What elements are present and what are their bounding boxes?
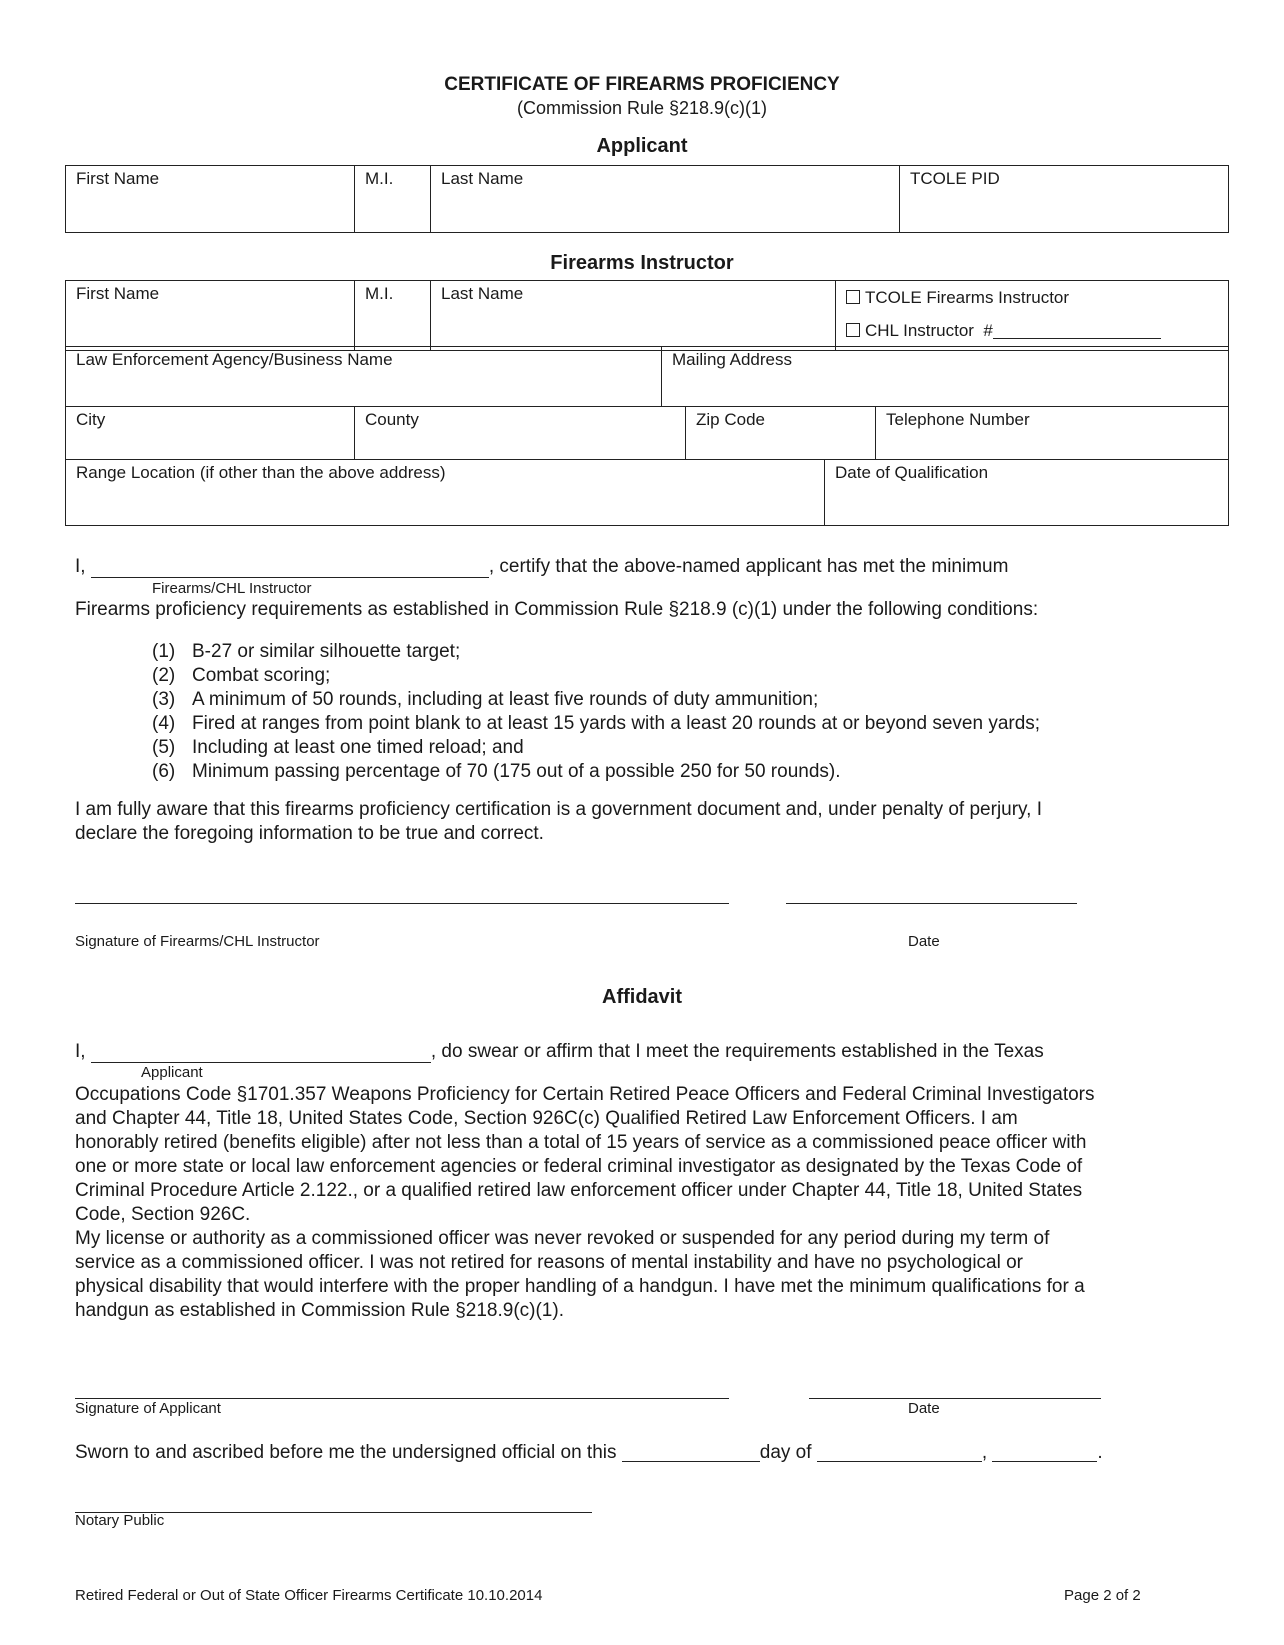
instructor-type-field — [836, 281, 1229, 351]
agency-field[interactable] — [66, 347, 662, 407]
chl-instructor-label: CHL Instructor — [865, 321, 974, 340]
label: Date of Qualification — [835, 463, 989, 482]
perjury-line: I am fully aware that this firearms proficiency certification is a government document and, under penalty of perjury, I — [75, 799, 1042, 820]
affidavit-text-line: and Chapter 44, Title 18, United States Code, Section 926C(c) Qualified Retired Law Enforcement Officers. I am — [75, 1108, 1018, 1129]
instructor-mi-field[interactable] — [355, 281, 431, 351]
affidavit-text-line: Criminal Procedure Article 2.122., or a qualified retired law enforcement officer under Chapter 44, Title 18, United States — [75, 1180, 1083, 1201]
label: Mailing Address — [672, 350, 793, 369]
instructor-range-table — [65, 459, 1229, 526]
condition-number: (1) — [152, 641, 176, 662]
cert-text: , certify that the above-named applicant has met the minimum — [488, 556, 1009, 577]
affidavit-text: , do swear or affirm that I meet the requirements established in the Texas — [430, 1041, 1044, 1062]
instructor-date-label: Date — [908, 933, 940, 950]
instructor-agency-table — [65, 346, 1229, 407]
applicant-blank-caption: Applicant — [141, 1064, 203, 1081]
document-title: CERTIFICATE OF FIREARMS PROFICIENCY — [444, 74, 840, 95]
instructor-last-name-field[interactable] — [431, 281, 836, 351]
affidavit-text-line: handgun as established in Commission Rule §218.9(c)(1). — [75, 1300, 564, 1321]
label: County — [365, 410, 419, 429]
range-location-field[interactable] — [66, 460, 825, 526]
sworn-statement — [75, 1441, 1103, 1465]
footer-form-name: Retired Federal or Out of State Officer Firearms Certificate 10.10.2014 — [75, 1587, 543, 1604]
label: Zip Code — [696, 410, 765, 429]
label: Range Location (if other than the above address) — [76, 463, 446, 482]
applicant-signature-line[interactable] — [75, 1398, 729, 1399]
chl-instructor-option[interactable] — [846, 314, 1218, 347]
applicant-date-line[interactable] — [809, 1398, 1101, 1399]
condition-text: Combat scoring; — [192, 665, 331, 686]
chl-number-prefix: # — [983, 321, 993, 340]
affidavit-line — [75, 1040, 1044, 1064]
checkbox[interactable] — [846, 323, 860, 337]
city-field[interactable] — [66, 407, 355, 460]
chl-number-blank[interactable] — [993, 322, 1161, 339]
applicant-mi-field[interactable] — [355, 166, 431, 233]
instructor-name-table — [65, 280, 1229, 351]
label: City — [76, 410, 106, 429]
tcole-instructor-option[interactable] — [846, 281, 1218, 314]
sworn-comma: , — [981, 1442, 988, 1463]
list-item — [152, 664, 1040, 688]
county-field[interactable] — [355, 407, 686, 460]
cert-lead: I, — [75, 556, 86, 577]
instructor-blank-caption: Firearms/CHL Instructor — [152, 580, 312, 597]
condition-text: B-27 or similar silhouette target; — [192, 641, 461, 662]
label: M.I. — [365, 169, 394, 188]
sworn-year-blank[interactable] — [992, 1443, 1097, 1462]
label: TCOLE PID — [910, 169, 1000, 188]
document-subtitle: (Commission Rule §218.9(c)(1) — [516, 98, 768, 118]
instructor-date-line[interactable] — [786, 903, 1077, 904]
zip-code-field[interactable] — [686, 407, 876, 460]
affidavit-text-line: honorably retired (benefits eligible) after not less than a total of 15 years of service as a commissioned peace officer with — [75, 1132, 1087, 1153]
affidavit-text-line: service as a commissioned officer. I was not retired for reasons of mental instability and have no psychological or — [75, 1252, 1024, 1273]
certification-line — [75, 555, 1008, 579]
sworn-month-blank[interactable] — [817, 1443, 982, 1462]
affidavit-text-line: Code, Section 926C. — [75, 1204, 251, 1225]
applicant-date-label: Date — [908, 1400, 940, 1417]
affidavit-text-line: one or more state or local law enforcement agencies or federal criminal investigator as designated by the Texas Code of — [75, 1156, 1083, 1177]
applicant-signature-label: Signature of Applicant — [75, 1400, 221, 1417]
affidavit-heading: Affidavit — [602, 986, 682, 1008]
applicant-table — [65, 165, 1229, 233]
instructor-name-blank[interactable] — [91, 557, 489, 578]
instructor-first-name-field[interactable] — [66, 281, 355, 351]
condition-number: (2) — [152, 665, 176, 686]
list-item — [152, 760, 1040, 784]
sworn-period: . — [1097, 1442, 1103, 1463]
checkbox[interactable] — [846, 290, 860, 304]
label: First Name — [76, 169, 160, 188]
label: Last Name — [441, 284, 524, 303]
label: Telephone Number — [886, 410, 1030, 429]
label: First Name — [76, 284, 160, 303]
instructor-heading: Firearms Instructor — [550, 252, 734, 274]
notary-label: Notary Public — [75, 1512, 165, 1529]
condition-number: (4) — [152, 713, 176, 734]
footer-page-number: Page 2 of 2 — [1064, 1587, 1141, 1604]
conditions-list — [152, 640, 1040, 784]
instructor-signature-line[interactable] — [75, 903, 729, 904]
affidavit-lead: I, — [75, 1041, 86, 1062]
label: Last Name — [441, 169, 524, 188]
list-item — [152, 736, 1040, 760]
instructor-location-table — [65, 406, 1229, 460]
condition-number: (3) — [152, 689, 176, 710]
tcole-instructor-label: TCOLE Firearms Instructor — [865, 288, 1070, 307]
affidavit-text-line: Occupations Code §1701.357 Weapons Proficiency for Certain Retired Peace Officers and Federal Criminal Investigators — [75, 1084, 1095, 1105]
condition-text: Minimum passing percentage of 70 (175 out of a possible 250 for 50 rounds). — [192, 761, 841, 782]
perjury-statement — [75, 798, 1042, 846]
list-item — [152, 688, 1040, 712]
list-item — [152, 640, 1040, 664]
affidavit-text-line: My license or authority as a commissioned officer was never revoked or suspended for any period during my term of — [75, 1228, 1050, 1249]
label: M.I. — [365, 284, 394, 303]
perjury-line: declare the foregoing information to be true and correct. — [75, 823, 544, 844]
condition-number: (6) — [152, 761, 176, 782]
list-item — [152, 712, 1040, 736]
telephone-field[interactable] — [876, 407, 1229, 460]
applicant-first-name-field[interactable] — [66, 166, 355, 233]
instructor-signature-label: Signature of Firearms/CHL Instructor — [75, 933, 320, 950]
sworn-day-blank[interactable] — [622, 1443, 760, 1462]
condition-text: Including at least one timed reload; and — [192, 737, 524, 758]
condition-number: (5) — [152, 737, 176, 758]
applicant-name-blank[interactable] — [91, 1042, 431, 1063]
condition-text: A minimum of 50 rounds, including at least five rounds of duty ammunition; — [192, 689, 819, 710]
affidavit-body — [75, 1083, 1095, 1323]
applicant-heading: Applicant — [596, 135, 688, 157]
sworn-text: Sworn to and ascribed before me the undersigned official on this — [75, 1442, 617, 1463]
applicant-last-name-field[interactable] — [431, 166, 900, 233]
label: Law Enforcement Agency/Business Name — [76, 350, 393, 369]
mailing-address-field[interactable] — [662, 347, 1229, 407]
sworn-text: day of — [759, 1442, 812, 1463]
affidavit-text-line: physical disability that would interfere with the proper handling of a handgun. I have met the minimum qualifications for a — [75, 1276, 1085, 1297]
certification-line-2: Firearms proficiency requirements as established in Commission Rule §218.9 (c)(1) under the following conditions: — [75, 599, 1039, 620]
date-of-qualification-field[interactable] — [825, 460, 1229, 526]
condition-text: Fired at ranges from point blank to at least 15 yards with a least 20 rounds at or beyond seven yards; — [192, 713, 1041, 734]
applicant-pid-field[interactable] — [900, 166, 1229, 233]
